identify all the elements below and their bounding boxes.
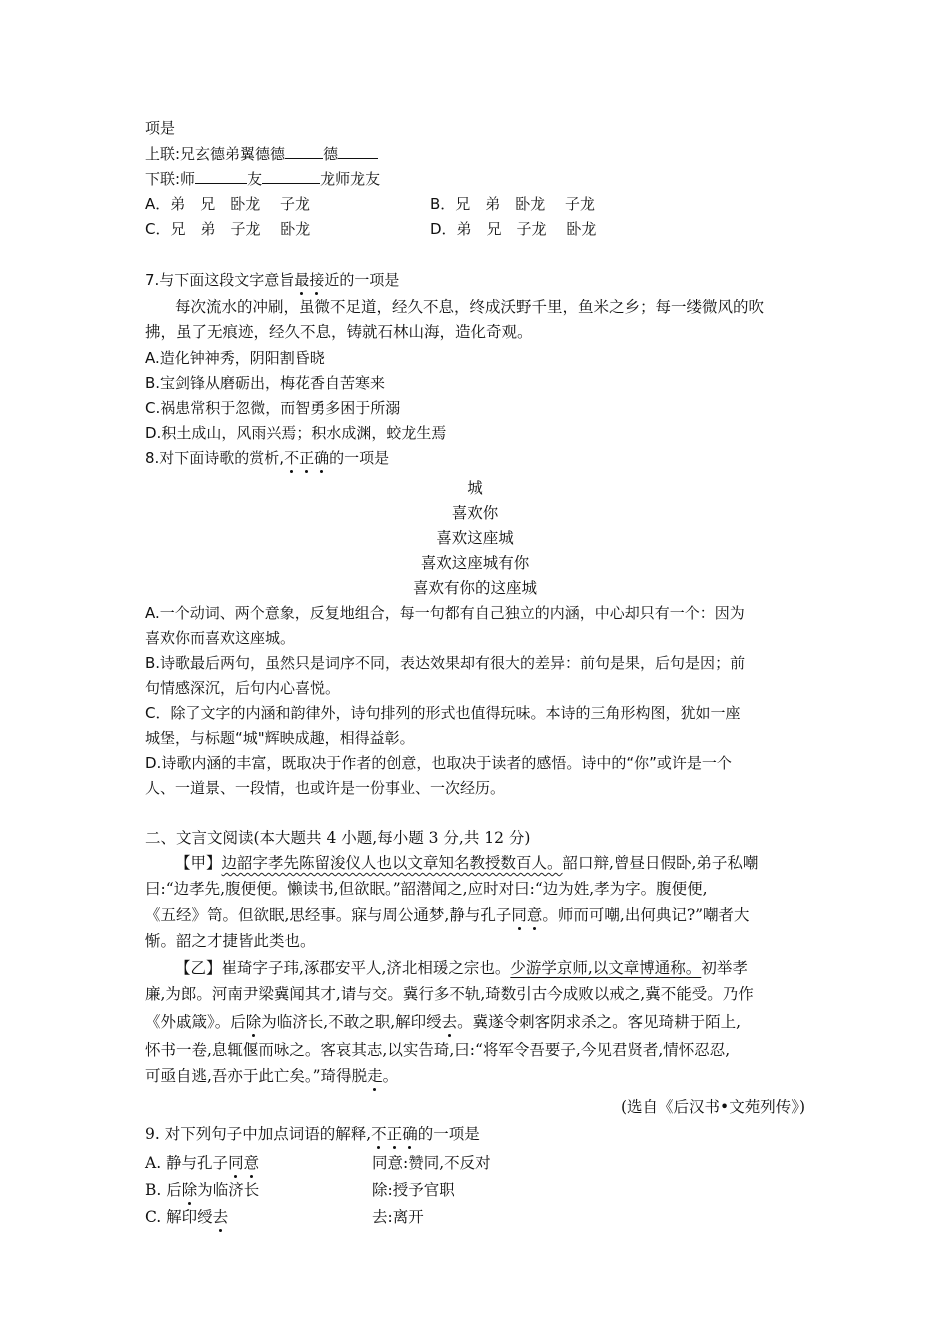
q8-stem: 8.对下面诗歌的赏析,不正确的一项是 xyxy=(145,449,390,467)
q9-option-a: A. 静与孔子同意 xyxy=(145,1154,260,1172)
q9-option-c-explanation: 去:离开 xyxy=(372,1208,424,1226)
q6-option-c: C．兄 弟 子龙 卧龙 xyxy=(145,220,311,238)
q8-option-a-cont: 喜欢你而喜欢这座城。 xyxy=(145,629,296,647)
q9-option-b-explanation: 除:授予官职 xyxy=(372,1181,455,1199)
passage-yi-line: 【乙】崔琦字子玮,涿郡安平人,济北相瑗之宗也。少游学京师,以文章博通称。初举孝 xyxy=(175,959,748,977)
q8-option-c-cont: 城堡，与标题“城"辉映成趣，相得益彰。 xyxy=(145,729,415,747)
blank xyxy=(338,144,378,159)
poem-line: 喜欢这座城有你 xyxy=(420,554,530,572)
q6-option-d: D．弟 兄 子龙 卧龙 xyxy=(430,220,597,238)
passage-yi-line: 《外戚箴》。后除为临济长,不敢之职,解印绶去。冀遂令刺客阴求杀之。客见琦耕于陌上, xyxy=(145,1013,742,1031)
blank xyxy=(285,144,323,159)
q9-option-c: C. 解印绶去 xyxy=(145,1208,229,1226)
q9-stem: 9. 对下列句子中加点词语的解释,不正确的一项是 xyxy=(145,1125,480,1143)
source-citation: (选自《后汉书•文苑列传》) xyxy=(621,1098,805,1116)
q7-stem: 7.与下面这段文字意旨最接近的一项是 xyxy=(145,271,400,289)
poem-title: 城 xyxy=(467,479,483,497)
q8-option-d-cont: 人、一道景、一段情，也或许是一份事业、一次经历。 xyxy=(145,779,506,797)
poem-line: 喜欢这座城 xyxy=(436,529,514,547)
q6-upper-couplet: 上联:兄玄德弟翼德德 德 xyxy=(145,144,378,164)
q7-option-d: D.积土成山，风雨兴焉；积水成渊，蛟龙生焉 xyxy=(145,424,447,442)
q6-option-a: A．弟 兄 卧龙 子龙 xyxy=(145,195,311,213)
q8-option-c: C．除了文字的内涵和韵律外，诗句排列的形式也值得玩味。本诗的三角形构图，犹如一座 xyxy=(145,704,741,722)
q7-option-a: A.造化钟神秀，阴阳割昏晓 xyxy=(145,349,325,367)
passage-jia-line: 曰:“边孝先,腹便便。懒读书,但欲眠。”韶潜闻之,应时对曰:“边为姓,孝为字。腹便便, xyxy=(145,880,708,898)
q7-option-b: B.宝剑锋从磨砺出，梅花香自苦寒来 xyxy=(145,374,386,392)
q7-passage-line: 每次流水的冲刷，虽微不足道，经久不息，终成沃野千里，鱼米之乡；每一缕微风的吹 xyxy=(175,298,765,316)
q8-option-b: B.诗歌最后两句，虽然只是词序不同，表达效果却有很大的差异：前句是果，后句是因；前 xyxy=(145,654,746,672)
q9-option-a-explanation: 同意:赞同,不反对 xyxy=(372,1154,491,1172)
blank xyxy=(262,169,320,184)
passage-yi-line: 廉,为郎。河南尹梁冀闻其才,请与交。冀行多不轨,琦数引古今成败以戒之,冀不能受。乃作 xyxy=(145,985,754,1003)
poem-line: 喜欢你 xyxy=(451,504,499,522)
q8-option-d: D.诗歌内涵的丰富，既取决于作者的创意，也取决于读者的感悟。诗中的“你”或许是一个 xyxy=(145,754,732,772)
passage-yi-line: 可亟自逃,吾亦于此亡矣。”琦得脱走。 xyxy=(145,1067,399,1085)
q7-passage-line: 拂，虽了无痕迹，经久不息，铸就石林山海，造化奇观。 xyxy=(145,323,533,341)
q8-option-a: A.一个动词、两个意象，反复地组合，每一句都有自己独立的内涵，中心却只有一个：因为 xyxy=(145,604,745,622)
passage-jia-line: 惭。韶之才捷皆此类也。 xyxy=(145,932,316,950)
q9-option-b: B. 后除为临济长 xyxy=(145,1181,260,1199)
q7-option-c: C.祸患常积于忽微，而智勇多困于所溺 xyxy=(145,399,401,417)
passage-yi-line: 怀书一卷,息辄偃而咏之。客哀其志,以实告琦,曰:“将军令吾要子,今见君贤者,情怀忍忍, xyxy=(145,1041,731,1059)
q6-option-b: B．兄 弟 卧龙 子龙 xyxy=(430,195,596,213)
q6-stem-end: 项是 xyxy=(145,119,176,137)
blank xyxy=(195,169,247,184)
poem-line: 喜欢有你的这座城 xyxy=(412,579,537,597)
q6-lower-couplet: 下联:师 友 龙师龙友 xyxy=(145,170,381,188)
passage-jia-line: 《五经》笥。但欲眠,思经事。寐与周公通梦,静与孔子同意。师而可嘲,出何典记?”嘲者大 xyxy=(145,906,750,924)
q8-option-b-cont: 句情感深沉，后句内心喜悦。 xyxy=(145,679,341,697)
section-heading: 二、文言文阅读(本大题共 4 小题,每小题 3 分,共 12 分) xyxy=(145,829,531,847)
passage-jia-line: 【甲】边韶字孝先陈留浚仪人也以文章知名教授数百人。韶口辩,曾昼日假卧,弟子私嘲 xyxy=(175,854,759,872)
